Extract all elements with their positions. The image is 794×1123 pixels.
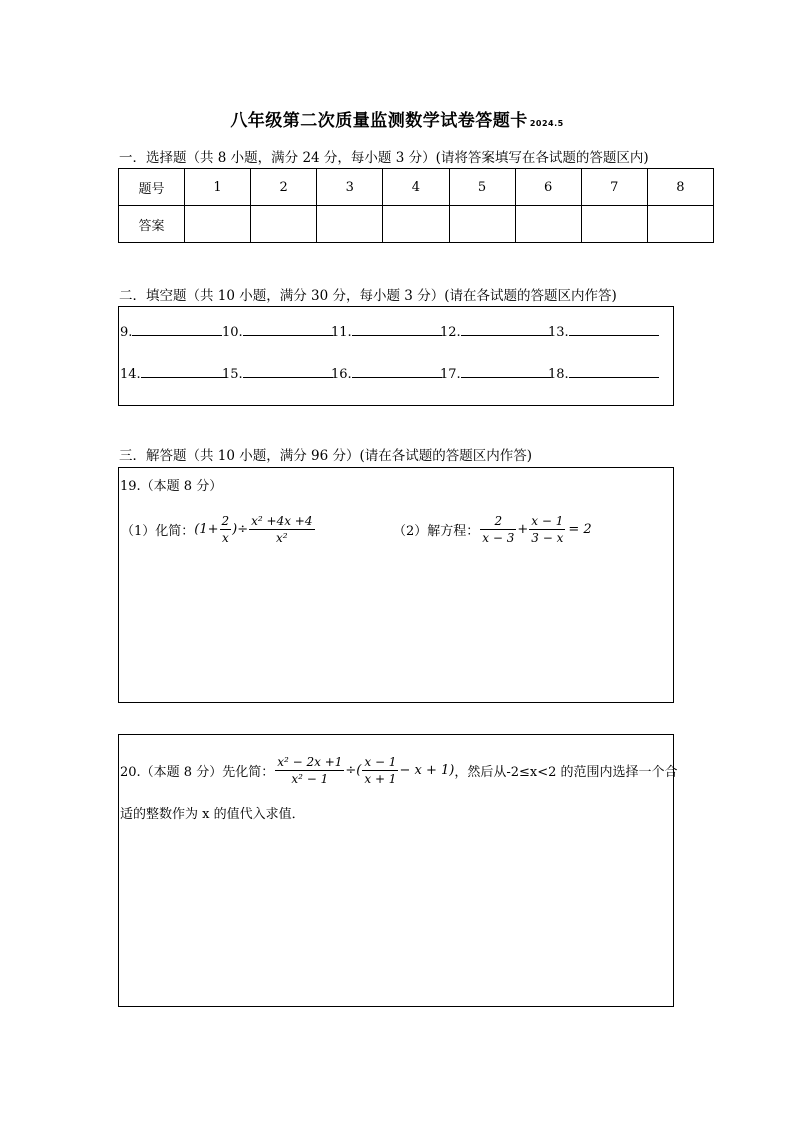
- fraction-numerator: 2: [221, 513, 230, 528]
- title-text: 八年级第二次质量监测数学试卷答题卡: [230, 111, 528, 131]
- answer-cell[interactable]: [185, 206, 251, 243]
- fill-item-label: 9.: [120, 325, 133, 340]
- fill-item-label: 17.: [440, 367, 461, 382]
- fraction-denominator: x: [221, 530, 229, 545]
- q19-label: 19.（本题 8 分）: [120, 479, 223, 494]
- fill-item-11[interactable]: [331, 323, 442, 340]
- fill-item-label: 10.: [222, 325, 243, 340]
- table-row-numbers: [119, 169, 714, 206]
- section3-heading: 三．解答题（共 10 小题，满分 96 分）(请在各试题的答题区内作答): [119, 448, 533, 464]
- answer-blank[interactable]: [569, 365, 659, 378]
- q20-fraction2: [362, 755, 398, 786]
- answer-cell[interactable]: [515, 206, 581, 243]
- fraction-numerator: x² +4x +4: [251, 513, 313, 528]
- question-number-cell: 5: [449, 169, 515, 206]
- fraction-denominator: x − 3: [482, 530, 515, 545]
- fraction-numerator: x² − 2x +1: [277, 754, 343, 769]
- fill-item-16[interactable]: [331, 365, 442, 382]
- answer-blank[interactable]: [352, 365, 442, 378]
- q20-label: 20.（本题 8 分）先化简：: [120, 764, 275, 780]
- fill-item-label: 18.: [548, 367, 569, 382]
- answer-cell[interactable]: [449, 206, 515, 243]
- q19-part1-divide: )÷: [232, 521, 249, 537]
- q20-text-after: ，然后从-2≤x<2 的范围内选择一个合: [454, 764, 678, 780]
- fraction-numerator: x − 1: [364, 754, 397, 769]
- fill-item-14[interactable]: [120, 365, 227, 382]
- answer-blank[interactable]: [569, 323, 659, 336]
- row-label-number: 题号: [119, 169, 185, 206]
- choice-answer-table: [118, 168, 714, 243]
- title-date: 2024.5: [529, 119, 564, 128]
- q19-part1-fraction2: [249, 514, 314, 545]
- fraction-denominator: x² − 1: [291, 771, 329, 786]
- q20-statement: [120, 749, 678, 791]
- fill-item-15[interactable]: [222, 365, 333, 382]
- q20-answer-box[interactable]: [118, 734, 678, 1007]
- answer-cell[interactable]: [251, 206, 317, 243]
- question-number-cell: 2: [251, 169, 317, 206]
- question-number-cell: 4: [383, 169, 449, 206]
- q20-tail-expression: − x + 1): [399, 762, 455, 778]
- fill-item-17[interactable]: [440, 365, 551, 382]
- fraction-denominator: x²: [276, 530, 288, 545]
- fill-item-label: 12.: [440, 325, 461, 340]
- question-number-cell: 1: [185, 169, 251, 206]
- question-number-cell: 7: [581, 169, 647, 206]
- fill-item-label: 14.: [120, 367, 141, 382]
- q19-part1-fraction1: [220, 514, 232, 545]
- table-row-answers: [119, 206, 714, 243]
- q19-part1-lead: (1+: [194, 521, 219, 537]
- answer-blank[interactable]: [461, 365, 551, 378]
- answer-blank[interactable]: [243, 323, 333, 336]
- q19-part2-plus: +: [517, 521, 529, 537]
- fill-item-label: 11.: [331, 325, 352, 340]
- q20-line2: 适的整数作为 x 的值代入求值．: [120, 807, 305, 822]
- fill-blank-box: [118, 306, 674, 406]
- answer-blank[interactable]: [243, 365, 333, 378]
- section2-heading: 二．填空题（共 10 小题，满分 30 分，每小题 3 分）(请在各试题的答题区内作答): [119, 288, 617, 304]
- fill-item-label: 13.: [548, 325, 569, 340]
- answer-cell[interactable]: [317, 206, 383, 243]
- answer-blank[interactable]: [132, 323, 222, 336]
- fill-item-10[interactable]: [222, 323, 333, 340]
- fraction-numerator: 2: [480, 514, 516, 530]
- q20-fraction1: [275, 755, 344, 786]
- question-number-cell: 8: [647, 169, 713, 206]
- fill-item-12[interactable]: [440, 323, 551, 340]
- fraction-denominator: x + 1: [364, 771, 397, 786]
- q19-part1-label: （1）化简：: [121, 523, 195, 539]
- q19-part2-label: （2）解方程：: [393, 523, 480, 539]
- answer-blank[interactable]: [352, 323, 442, 336]
- q19-part2-fraction1: [480, 514, 516, 545]
- fill-item-label: 16.: [331, 367, 352, 382]
- answer-cell[interactable]: [647, 206, 713, 243]
- section1-heading: 一．选择题（共 8 小题，满分 24 分，每小题 3 分）(请将答案填写在各试题的答题区内): [119, 150, 649, 166]
- question-number-cell: 3: [317, 169, 383, 206]
- q19-part2-fraction2: [529, 514, 565, 545]
- fill-item-13[interactable]: [548, 323, 659, 340]
- fill-item-18[interactable]: [548, 365, 659, 382]
- row-label-answer: 答案: [119, 206, 185, 243]
- fraction-numerator: x − 1: [531, 513, 564, 528]
- question-number-cell: 6: [515, 169, 581, 206]
- page-title: [0, 106, 794, 131]
- fraction-denominator: 3 − x: [531, 530, 564, 545]
- q20-divide-open: ÷(: [345, 762, 362, 778]
- fill-item-label: 15.: [222, 367, 243, 382]
- q19-answer-box[interactable]: [118, 467, 674, 703]
- answer-blank[interactable]: [141, 365, 227, 378]
- q19-part1: [121, 508, 316, 550]
- answer-cell[interactable]: [383, 206, 449, 243]
- answer-cell[interactable]: [581, 206, 647, 243]
- answer-blank[interactable]: [461, 323, 551, 336]
- q19-part2: [393, 508, 592, 550]
- fill-item-9[interactable]: [120, 323, 222, 340]
- q19-part2-rhs: = 2: [568, 521, 592, 537]
